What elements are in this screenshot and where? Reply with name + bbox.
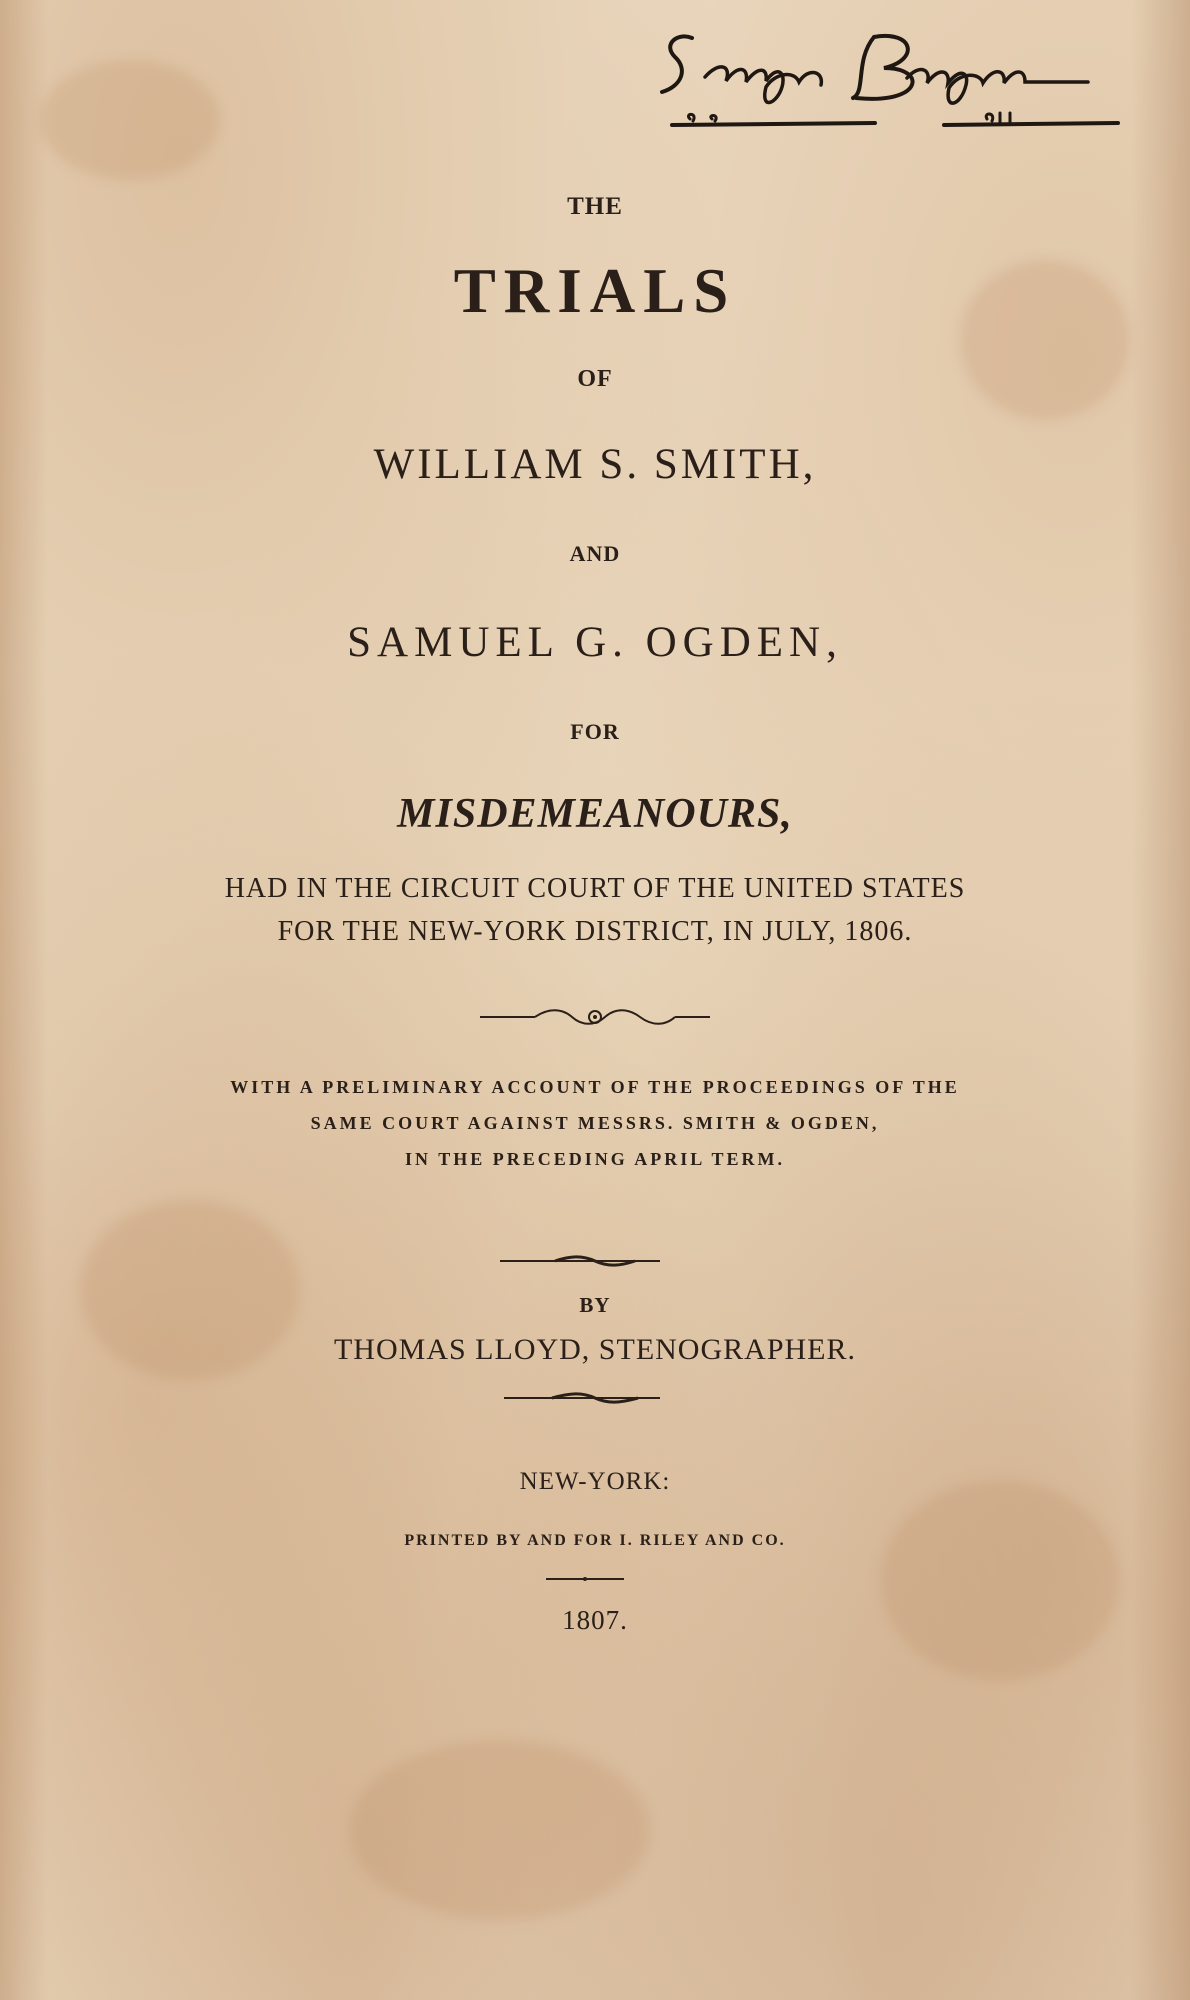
offense: MISDEMEANOURS, <box>397 791 793 837</box>
publication-place: NEW-YORK: <box>519 1468 671 1495</box>
of-label: OF <box>577 366 613 392</box>
decorative-rule <box>0 1249 1190 1273</box>
decorative-rule <box>0 1386 1190 1410</box>
by-label: BY <box>579 1293 611 1317</box>
paper-stain <box>350 1740 650 1920</box>
paper-stain <box>40 60 220 180</box>
court-line-2: FOR THE NEW-YORK DISTRICT, IN JULY, 1806. <box>277 916 913 947</box>
preliminary-line-1: WITH A PRELIMINARY ACCOUNT OF THE PROCEEDINGS OF THE <box>230 1077 960 1097</box>
publication-year: 1807. <box>562 1605 628 1635</box>
decorative-rule <box>0 1567 1190 1591</box>
defendant-name-2: SAMUEL G. OGDEN, <box>347 619 843 666</box>
signature <box>650 10 1150 140</box>
decorative-rule <box>0 1005 1190 1029</box>
preliminary-line-2: SAME COURT AGAINST MESSRS. SMITH & OGDEN, <box>310 1113 880 1133</box>
preliminary-line-3: IN THE PRECEDING APRIL TERM. <box>405 1149 785 1169</box>
main-title: TRIALS <box>453 256 737 326</box>
printer: PRINTED BY AND FOR I. RILEY AND CO. <box>404 1532 786 1549</box>
author: THOMAS LLOYD, STENOGRAPHER. <box>333 1333 856 1366</box>
court-line-1: HAD IN THE CIRCUIT COURT OF THE UNITED STATES <box>224 873 966 904</box>
for-label: FOR <box>570 719 620 744</box>
defendant-name-1: WILLIAM S. SMITH, <box>373 441 817 488</box>
the-label: THE <box>567 193 623 220</box>
and-label: AND <box>569 541 621 566</box>
